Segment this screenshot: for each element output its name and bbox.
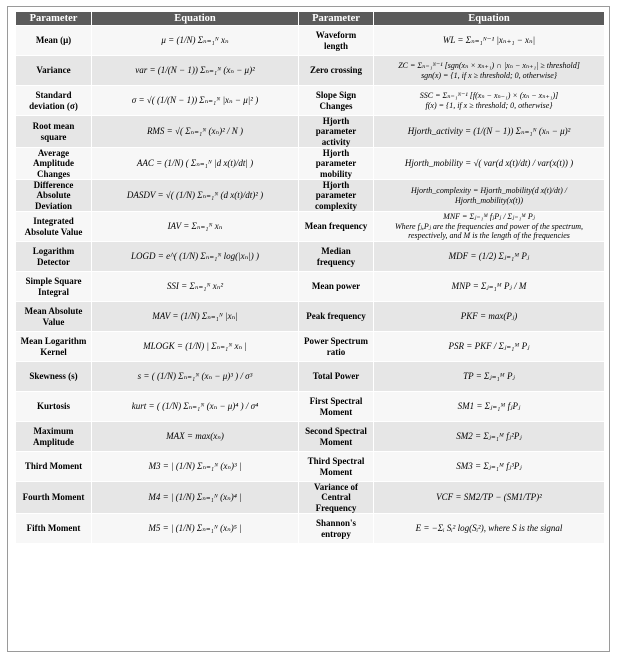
equation: VCF = SM2/TP − (SM1/TP)² bbox=[374, 482, 605, 514]
table-row bbox=[16, 212, 605, 242]
parameter-name: Third Spectral Moment bbox=[299, 452, 374, 482]
equation: M3 = | (1/N) Σₙ₌₁ᴺ (xₙ)³ | bbox=[92, 452, 299, 482]
parameter-name: Standard deviation (σ) bbox=[16, 86, 92, 116]
parameter-name: Mean Absolute Value bbox=[16, 302, 92, 332]
parameter-name: Fourth Moment bbox=[16, 482, 92, 514]
parameter-name: Variance of Central Frequency bbox=[299, 482, 374, 514]
equation: LOGD = e^( (1/N) Σₙ₌₁ᴺ log(|xₙ|) ) bbox=[92, 242, 299, 272]
table-row bbox=[16, 56, 605, 86]
equation: Hjorth_complexity = Hjorth_mobility(d x(t)/dt) / Hjorth_mobility(x(t)) bbox=[374, 180, 605, 212]
table-row bbox=[16, 180, 605, 212]
equation: PKF = max(Pⱼ) bbox=[374, 302, 605, 332]
parameter-name: Waveform length bbox=[299, 26, 374, 56]
parameter-name: Mean frequency bbox=[299, 212, 374, 242]
parameter-name: Median frequency bbox=[299, 242, 374, 272]
parameter-name: Mean Logarithm Kernel bbox=[16, 332, 92, 362]
parameter-name: Third Moment bbox=[16, 452, 92, 482]
equation: MLOGK = (1/N) | Σₙ₌₁ᴺ xₙ | bbox=[92, 332, 299, 362]
table-row bbox=[16, 332, 605, 362]
equation: MAX = max(xₙ) bbox=[92, 422, 299, 452]
parameter-name: Kurtosis bbox=[16, 392, 92, 422]
equation: M5 = | (1/N) Σₙ₌₁ᴺ (xₙ)⁵ | bbox=[92, 514, 299, 544]
header-equation-1: Equation bbox=[92, 12, 299, 26]
parameter-table bbox=[15, 11, 605, 544]
parameter-name: Power Spectrum ratio bbox=[299, 332, 374, 362]
equation: PSR = PKF / Σⱼ₌₁ᴹ Pⱼ bbox=[374, 332, 605, 362]
equation: DASDV = √( (1/N) Σₙ₌₁ᴺ (d x(t)/dt)² ) bbox=[92, 180, 299, 212]
parameter-name: Average Amplitude Changes bbox=[16, 148, 92, 180]
equation: E = −Σᵢ Sᵢ² log(Sᵢ²), where S is the signal bbox=[374, 514, 605, 544]
table-row bbox=[16, 148, 605, 180]
table-row bbox=[16, 514, 605, 544]
equation: var = (1/(N − 1)) Σₙ₌₁ᴺ (xₙ − μ)² bbox=[92, 56, 299, 86]
equation: kurt = ( (1/N) Σₙ₌₁ᴺ (xₙ − μ)⁴ ) / σ⁴ bbox=[92, 392, 299, 422]
parameter-name: Total Power bbox=[299, 362, 374, 392]
parameter-name: Maximum Amplitude bbox=[16, 422, 92, 452]
parameter-name: Hjorth parameter activity bbox=[299, 116, 374, 148]
table-row bbox=[16, 302, 605, 332]
table-row bbox=[16, 26, 605, 56]
equation: SM3 = Σⱼ₌₁ᴹ fⱼ³Pⱼ bbox=[374, 452, 605, 482]
equation: MDF = (1/2) Σⱼ₌₁ᴹ Pⱼ bbox=[374, 242, 605, 272]
parameter-name: Hjorth parameter complexity bbox=[299, 180, 374, 212]
equation: MNP = Σⱼ₌₁ᴹ Pⱼ / M bbox=[374, 272, 605, 302]
equation: M4 = | (1/N) Σₙ₌₁ᴺ (xₙ)⁴ | bbox=[92, 482, 299, 514]
equation: MNF = Σⱼ₌₁ᴹ fⱼPⱼ / Σⱼ₌₁ᴹ Pⱼ Where fⱼ,Pⱼ are the frequencies and power of the spectrum, respectively, and M is the length of the frequencies bbox=[374, 212, 605, 242]
table-row bbox=[16, 422, 605, 452]
equation: ZC = Σₙ₌₁ᴺ⁻¹ [sgn(xₙ × xₙ₊₁) ∩ |xₙ − xₙ₊₁| ≥ threshold] sgn(x) = {1, if x ≥ threshold; 0, otherwise} bbox=[374, 56, 605, 86]
table-row bbox=[16, 116, 605, 148]
parameter-name: Fifth Moment bbox=[16, 514, 92, 544]
parameter-name: Hjorth parameter mobility bbox=[299, 148, 374, 180]
parameter-name: Root mean square bbox=[16, 116, 92, 148]
header-equation-2: Equation bbox=[374, 12, 605, 26]
table-row bbox=[16, 452, 605, 482]
header-parameter-2: Parameter bbox=[299, 12, 374, 26]
equation: TP = Σⱼ₌₁ᴹ Pⱼ bbox=[374, 362, 605, 392]
parameter-name: Integrated Absolute Value bbox=[16, 212, 92, 242]
parameter-name: Mean (μ) bbox=[16, 26, 92, 56]
header-row bbox=[16, 12, 605, 26]
parameter-name: First Spectral Moment bbox=[299, 392, 374, 422]
table-row bbox=[16, 272, 605, 302]
table-row bbox=[16, 392, 605, 422]
equation: SM1 = Σⱼ₌₁ᴹ fⱼPⱼ bbox=[374, 392, 605, 422]
header-parameter-1: Parameter bbox=[16, 12, 92, 26]
parameter-name: Zero crossing bbox=[299, 56, 374, 86]
table-row bbox=[16, 242, 605, 272]
equation: AAC = (1/N) ( Σₙ₌₁ᴺ |d x(t)/dt| ) bbox=[92, 148, 299, 180]
parameter-name: Difference Absolute Deviation bbox=[16, 180, 92, 212]
table-row bbox=[16, 482, 605, 514]
equation: SSC = Σₙ₌₁ᴺ⁻¹ [f(xₙ − xₙ₋₁) × (xₙ − xₙ₊₁)] f(x) = {1, if x ≥ threshold; 0, otherwise} bbox=[374, 86, 605, 116]
equation: SM2 = Σⱼ₌₁ᴹ fⱼ²Pⱼ bbox=[374, 422, 605, 452]
equation: SSI = Σₙ₌₁ᴺ xₙ² bbox=[92, 272, 299, 302]
equation: s = ( (1/N) Σₙ₌₁ᴺ (xₙ − μ)³ ) / σ³ bbox=[92, 362, 299, 392]
parameter-name: Second Spectral Moment bbox=[299, 422, 374, 452]
parameter-name: Slope Sign Changes bbox=[299, 86, 374, 116]
table-row bbox=[16, 86, 605, 116]
parameter-name: Simple Square Integral bbox=[16, 272, 92, 302]
parameter-name: Mean power bbox=[299, 272, 374, 302]
equation: σ = √( (1/(N − 1)) Σₙ₌₁ᴺ |xₙ − μ|² ) bbox=[92, 86, 299, 116]
equation: IAV = Σₙ₌₁ᴺ xₙ bbox=[92, 212, 299, 242]
equation: RMS = √( Σₙ₌₁ᴺ (xₙ)² / N ) bbox=[92, 116, 299, 148]
parameter-name: Skewness (s) bbox=[16, 362, 92, 392]
equation: Hjorth_mobility = √( var(d x(t)/dt) / var(x(t)) ) bbox=[374, 148, 605, 180]
parameter-name: Peak frequency bbox=[299, 302, 374, 332]
equation: Hjorth_activity = (1/(N − 1)) Σₙ₌₁ᴺ (xₙ − μ)² bbox=[374, 116, 605, 148]
equation: MAV = (1/N) Σₙ₌₁ᴺ |xₙ| bbox=[92, 302, 299, 332]
equation: μ = (1/N) Σₙ₌₁ᴺ xₙ bbox=[92, 26, 299, 56]
parameter-name: Logarithm Detector bbox=[16, 242, 92, 272]
table-row bbox=[16, 362, 605, 392]
parameter-name: Variance bbox=[16, 56, 92, 86]
equation: WL = Σₙ₌₁ᴺ⁻¹ |xₙ₊₁ − xₙ| bbox=[374, 26, 605, 56]
parameter-name: Shannon's entropy bbox=[299, 514, 374, 544]
